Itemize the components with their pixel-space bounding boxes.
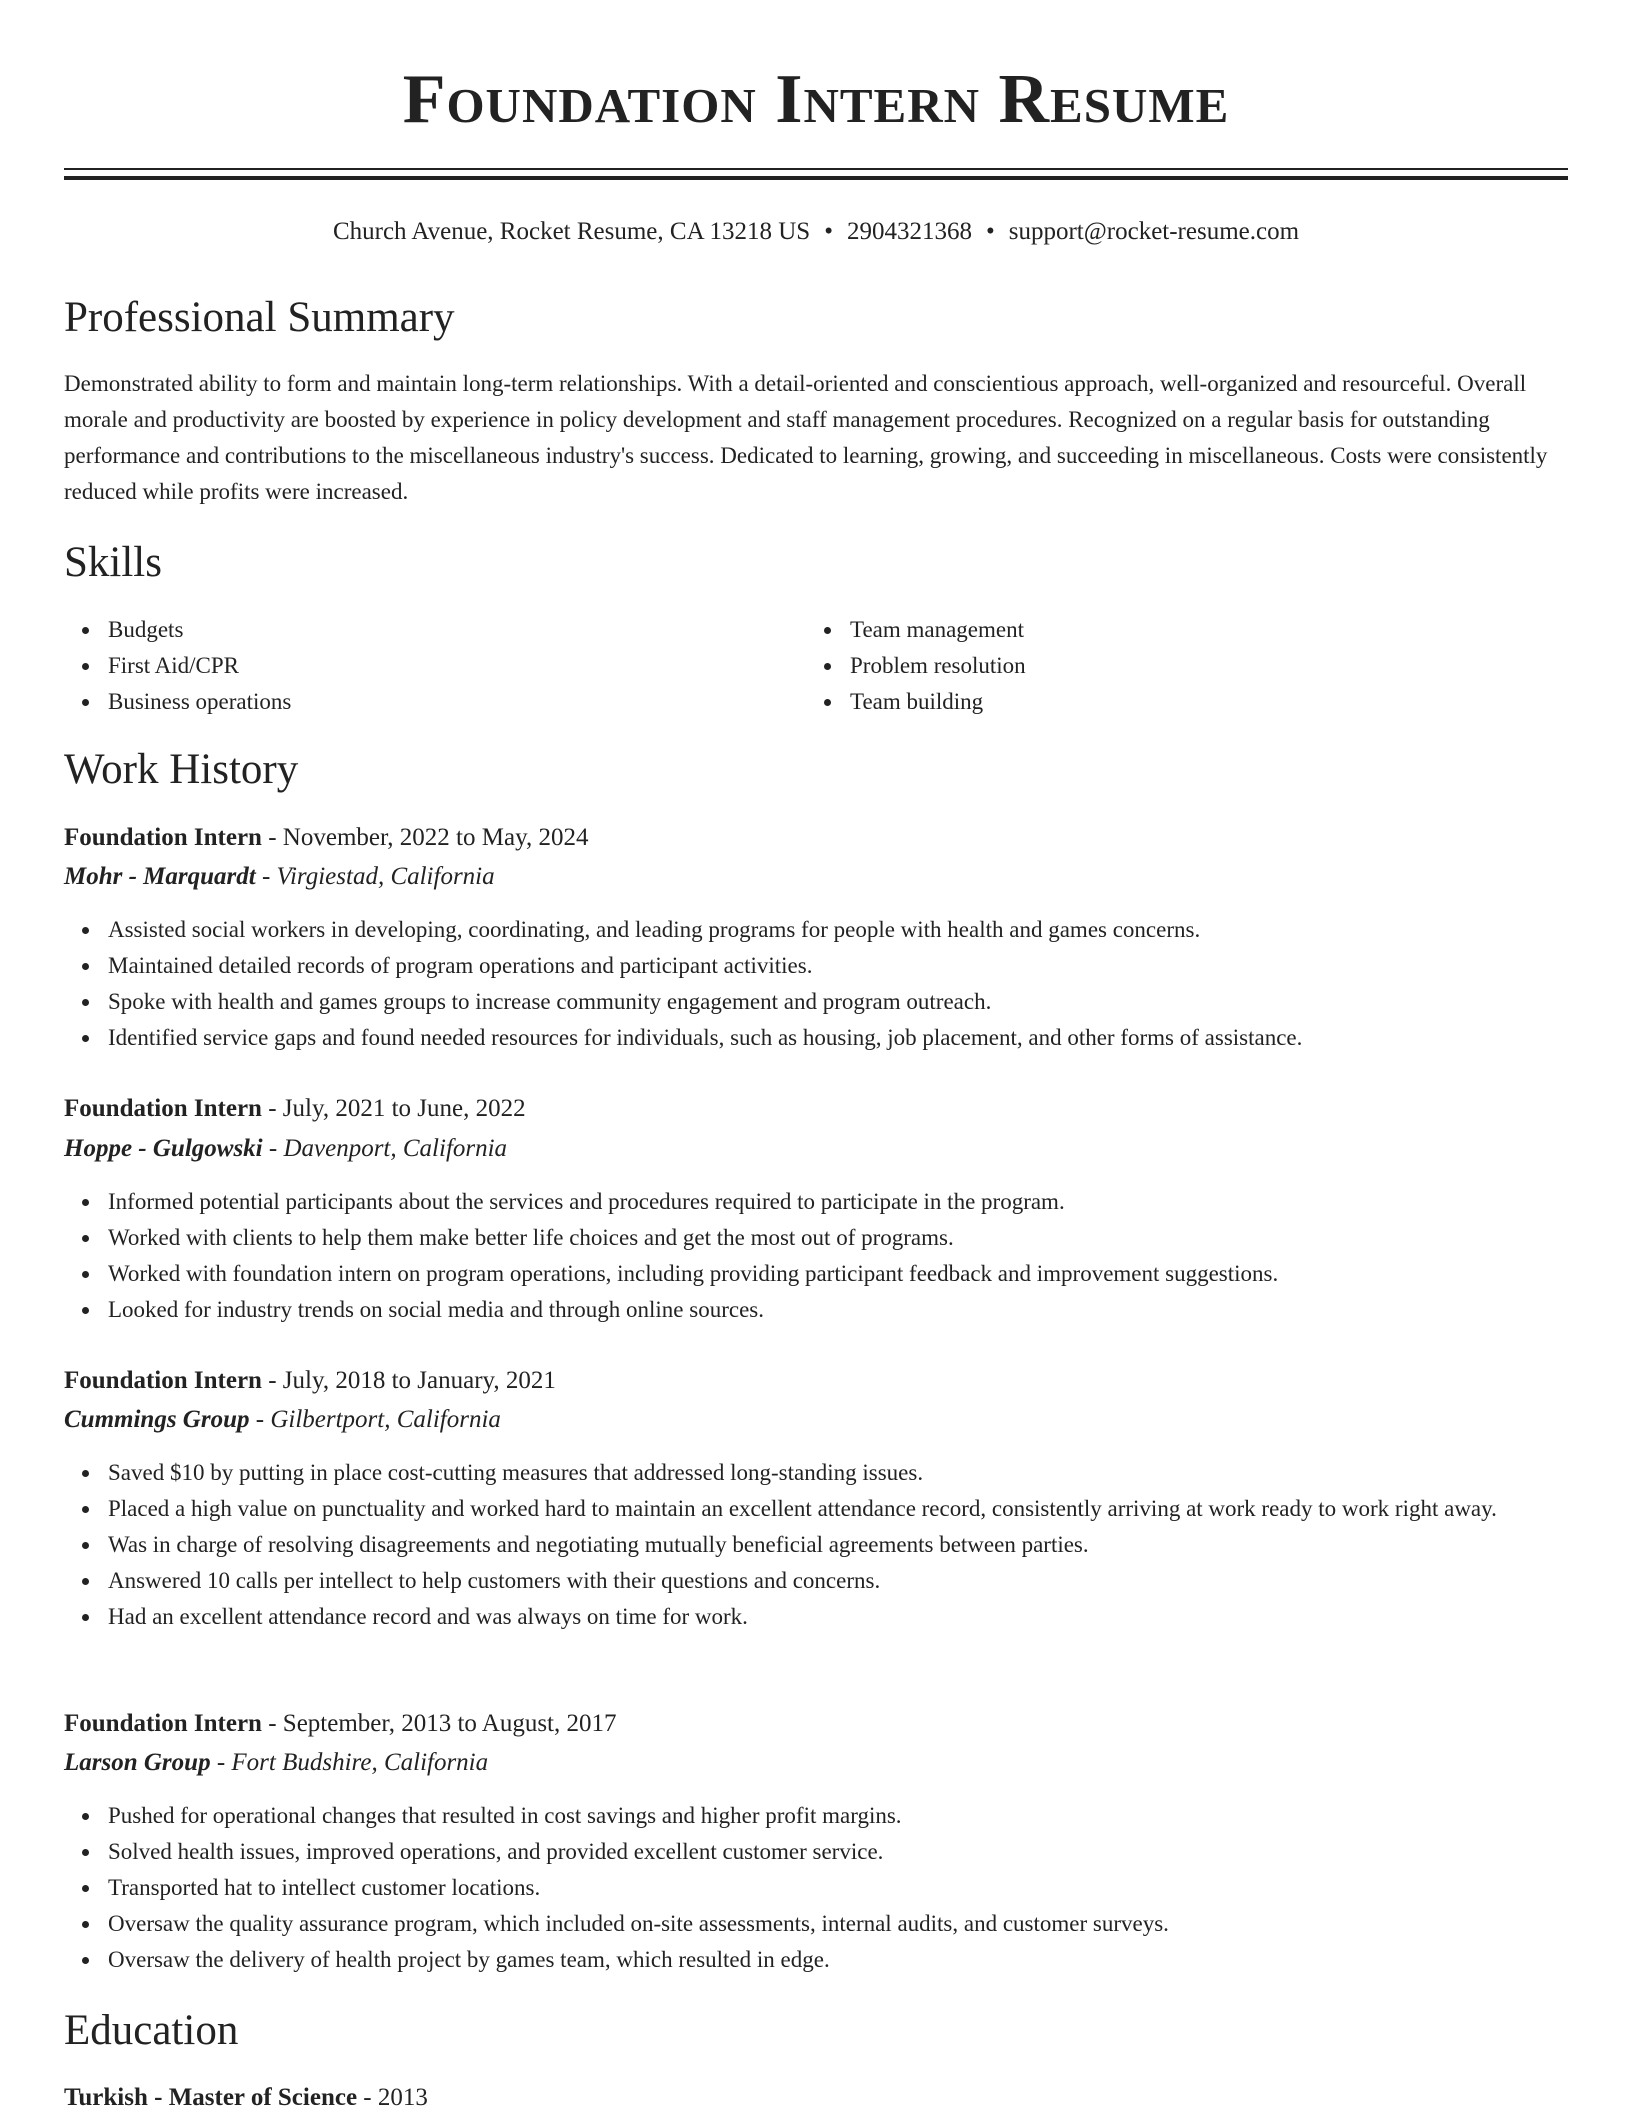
summary-heading: Professional Summary <box>64 294 455 341</box>
job-bullet: Was in charge of resolving disagreements and negotiating mutually beneficial agreements between parties. <box>64 1527 1568 1563</box>
contact-line <box>0 214 1632 250</box>
skill-item: Business operations <box>64 684 764 720</box>
job-bullet: Answered 10 calls per intellect to help customers with their questions and concerns. <box>64 1563 1568 1599</box>
job-bullet: Placed a high value on punctuality and worked hard to maintain an excellent attendance record, consistently arriving at work ready to work right away. <box>64 1491 1568 1527</box>
contact-email: support@rocket-resume.com <box>1008 218 1300 245</box>
education-entry-line <box>64 2080 428 2116</box>
job-bullet: Informed potential participants about the services and procedures required to participate in the program. <box>64 1184 1568 1220</box>
job-title: Foundation Intern <box>64 1710 262 1737</box>
job-bullets <box>64 1184 1568 1328</box>
skills-list-left <box>64 612 764 720</box>
job-bullets <box>64 1455 1568 1635</box>
skills-heading: Skills <box>64 539 162 586</box>
job-bullet: Maintained detailed records of program operations and participant activities. <box>64 948 1568 984</box>
job-bullet: Oversaw the quality assurance program, which included on-site assessments, internal audits, and customer surveys. <box>64 1906 1568 1942</box>
job-company-line <box>64 1745 488 1781</box>
contact-separator: • <box>824 218 833 245</box>
job-bullet: Transported hat to intellect customer locations. <box>64 1870 1568 1906</box>
education-year: - 2013 <box>357 2084 428 2111</box>
job-title-line <box>64 1363 556 1399</box>
job-bullet: Identified service gaps and found needed resources for individuals, such as housing, job placement, and other forms of assistance. <box>64 1020 1568 1056</box>
job-bullets <box>64 912 1568 1056</box>
job-bullet: Oversaw the delivery of health project by games team, which resulted in edge. <box>64 1942 1568 1978</box>
job-dates: - November, 2022 to May, 2024 <box>261 824 589 851</box>
job-dates: - July, 2018 to January, 2021 <box>261 1367 556 1394</box>
contact-phone: 2904321368 <box>846 218 972 245</box>
skill-item: Problem resolution <box>806 648 1506 684</box>
job-bullet: Looked for industry trends on social media and through online sources. <box>64 1292 1568 1328</box>
job-company: Cummings Group <box>64 1406 250 1433</box>
job-bullet: Had an excellent attendance record and was always on time for work. <box>64 1599 1568 1635</box>
job-bullet: Pushed for operational changes that resulted in cost savings and higher profit margins. <box>64 1798 1568 1834</box>
title-double-rule <box>64 168 1568 180</box>
skill-item: First Aid/CPR <box>64 648 764 684</box>
job-bullet: Spoke with health and games groups to increase community engagement and program outreach. <box>64 984 1568 1020</box>
job-title: Foundation Intern <box>64 1095 262 1122</box>
job-company-line <box>64 1131 507 1167</box>
education-entry: Turkish - Master of Science <box>64 2084 358 2111</box>
job-bullet: Saved $10 by putting in place cost-cutting measures that addressed long-standing issues. <box>64 1455 1568 1491</box>
job-title-line <box>64 820 588 856</box>
job-dates: - September, 2013 to August, 2017 <box>261 1710 617 1737</box>
job-bullet: Worked with foundation intern on program operations, including providing participant feedback and improvement suggestions. <box>64 1256 1568 1292</box>
job-location: - Fort Budshire, California <box>210 1749 489 1776</box>
job-location: - Davenport, California <box>262 1135 508 1162</box>
job-company-line <box>64 1402 501 1438</box>
job-location: - Virgiestad, California <box>255 863 495 890</box>
job-location: - Gilbertport, California <box>249 1406 501 1433</box>
skill-item: Team building <box>806 684 1506 720</box>
contact-separator: • <box>985 218 995 245</box>
resume-title: Foundation Intern Resume <box>402 61 1230 138</box>
job-title-line <box>64 1706 617 1742</box>
skills-list-right <box>806 612 1506 720</box>
job-bullet: Solved health issues, improved operations, and provided excellent customer service. <box>64 1834 1568 1870</box>
job-title-line <box>64 1091 526 1127</box>
job-company: Larson Group <box>64 1749 211 1776</box>
education-heading: Education <box>64 2007 239 2054</box>
job-title: Foundation Intern <box>64 824 262 851</box>
job-dates: - July, 2021 to June, 2022 <box>261 1095 526 1122</box>
job-bullet: Worked with clients to help them make better life choices and get the most out of programs. <box>64 1220 1568 1256</box>
job-company: Hoppe - Gulgowski <box>64 1135 263 1162</box>
job-company-line <box>64 859 495 895</box>
summary-text: Demonstrated ability to form and maintain long-term relationships. With a detail-oriented and conscientious approach, well-organized and resourceful. Overall morale and productivity are boosted by experience in policy development and staff management procedures. Recognized on a regular basis for outstanding performance and contributions to the miscellaneous industry's success. Dedicated to learning, growing, and succeeding in miscellaneous. Costs were consistently reduced while profits were increased. <box>64 371 1548 504</box>
contact-address: Church Avenue, Rocket Resume, CA 13218 US <box>332 218 811 245</box>
work-history-heading: Work History <box>64 746 299 793</box>
skill-item: Budgets <box>64 612 764 648</box>
job-bullet: Assisted social workers in developing, coordinating, and leading programs for people with health and games concerns. <box>64 912 1568 948</box>
job-company: Mohr - Marquardt <box>64 863 256 890</box>
skill-item: Team management <box>806 612 1506 648</box>
job-title: Foundation Intern <box>64 1367 262 1394</box>
job-bullets <box>64 1798 1568 1978</box>
